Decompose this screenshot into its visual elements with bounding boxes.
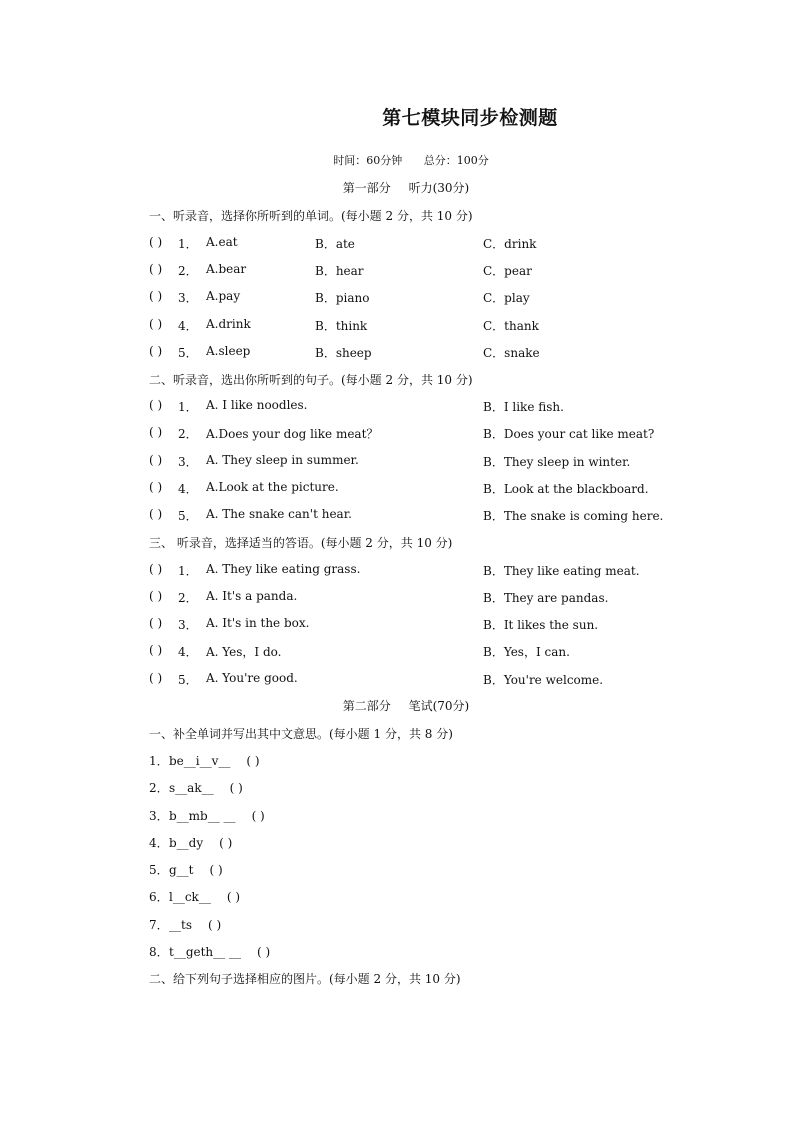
item-number: 3． [149,809,169,823]
option-b: B．They sleep in winter. [483,455,631,469]
word-blank: b__dy [169,836,204,850]
word-blank: s__ak__ [169,781,214,795]
section-heading: 二、给下列句子选择相应的图片。(每小题 2 分，共 10 分) [149,972,461,986]
answer-blank: ( ) [149,643,163,657]
part-one-heading [0,179,794,196]
answer-blank: ( ) [149,235,163,249]
option-b: B．think [315,319,368,333]
option-a: A.drink [206,317,251,331]
item-number: 2． [149,781,169,795]
part-two-heading [0,697,794,714]
fill-item [149,752,260,769]
answer-blank: ( ) [149,453,163,467]
section-heading: 一、听录音，选择你所听到的单词。(每小题 2 分，共 10 分) [149,209,473,223]
question-number: 5． [178,346,198,360]
part-one-desc: 听力(30分) [408,181,470,195]
answer-blank: ( ) [149,480,163,494]
question-number: 4． [178,482,198,496]
question-number: 1． [178,237,198,251]
word-blank: l__ck__ [169,890,211,904]
option-b: B．It likes the sun. [483,618,599,632]
option-a: A. They like eating grass. [206,562,361,576]
question-row [149,671,709,689]
question-row [149,344,709,362]
word-blank: t__geth__ __ [169,945,241,959]
option-a: A. The snake can't hear. [206,507,352,521]
part-one-name: 第一部分 [342,181,391,195]
option-a: A. I like noodles. [206,398,308,412]
answer-blank: ( ) [149,262,163,276]
option-b: B．piano [315,291,370,305]
question-number: 2． [178,591,198,605]
fill-item [149,861,223,878]
question-row [149,562,709,580]
meaning-blank: ( ) [256,945,271,959]
option-a: A.bear [206,262,247,276]
question-number: 1． [178,400,198,414]
option-b: B．ate [315,237,355,251]
option-b: B．They like eating meat. [483,564,640,578]
meaning-blank: ( ) [229,781,243,795]
question-row [149,398,709,416]
option-b: B．hear [315,264,364,278]
word-blank: be__i__v__ [169,754,231,768]
answer-blank: ( ) [149,425,163,439]
option-b: B．The snake is coming here. [483,509,664,523]
option-b: B．Yes，I can. [483,645,570,659]
question-number: 3． [178,455,198,469]
fill-item [149,916,221,933]
answer-blank: ( ) [149,616,163,630]
question-number: 3． [178,618,198,632]
option-a: A. You're good. [206,671,298,685]
option-b: B．I like fish. [483,400,564,414]
option-a: A. It's in the box. [206,616,310,630]
option-b: B．Look at the blackboard. [483,482,649,496]
fill-item [149,834,232,851]
question-number: 4． [178,645,198,659]
option-a: A.eat [206,235,238,249]
section-heading: 一、补全单词并写出其中文意思。(每小题 1 分，共 8 分) [149,727,453,741]
meaning-blank: ( ) [246,754,260,768]
question-row [149,616,709,634]
question-number: 2． [178,264,198,278]
option-c: C．pear [483,264,532,278]
answer-blank: ( ) [149,562,163,576]
section-heading: 二、听录音，选出你所听到的句子。(每小题 2 分，共 10 分) [149,373,473,387]
question-number: 1． [178,564,198,578]
question-row [149,507,709,525]
option-a: A.sleep [206,344,251,358]
question-row [149,425,709,443]
question-row [149,589,709,607]
fill-item [149,807,265,824]
item-number: 6． [149,890,169,904]
question-number: 5． [178,673,198,687]
option-a: A.Look at the picture. [206,480,339,494]
page-title: 第七模块同步检测题 [382,107,558,129]
item-number: 4． [149,836,169,850]
option-c: C．thank [483,319,539,333]
item-number: 1． [149,754,169,768]
word-blank: b__mb__ __ [169,809,236,823]
answer-blank: ( ) [149,398,163,412]
question-row [149,317,709,335]
answer-blank: ( ) [149,671,163,685]
option-a: A.Does your dog like meat？ [206,427,379,441]
option-a: A. Yes，I do. [206,645,282,659]
question-row [149,289,709,307]
word-blank: g__t [169,863,194,877]
total-score: 总分：100分 [423,154,489,167]
option-b: B．Does your cat like meat? [483,427,655,441]
option-b: B．They are pandas. [483,591,609,605]
answer-blank: ( ) [149,507,163,521]
option-c: C．snake [483,346,540,360]
answer-blank: ( ) [149,289,163,303]
option-a: A. It's a panda. [206,589,298,603]
question-number: 3． [178,291,198,305]
option-c: C．play [483,291,530,305]
option-a: A. They sleep in summer. [206,453,359,467]
exam-meta [0,152,794,168]
question-row [149,643,709,661]
time-limit: 时间：60分钟 [333,154,403,167]
question-row [149,453,709,471]
question-row [149,262,709,280]
option-c: C．drink [483,237,537,251]
question-number: 5． [178,509,198,523]
answer-blank: ( ) [149,317,163,331]
fill-item [149,888,240,905]
question-row [149,480,709,498]
part-two-desc: 笔试(70分) [408,699,470,713]
fill-item [149,943,270,960]
meaning-blank: ( ) [251,809,265,823]
answer-blank: ( ) [149,589,163,603]
item-number: 8． [149,945,169,959]
option-b: B．You're welcome. [483,673,604,687]
meaning-blank: ( ) [226,890,241,904]
section-heading: 三、 听录音，选择适当的答语。(每小题 2 分，共 10 分) [149,536,453,550]
word-blank: __ts [169,918,192,932]
option-a: A.pay [206,289,241,303]
fill-item [149,779,243,796]
meaning-blank: ( ) [207,918,222,932]
question-row [149,235,709,253]
answer-blank: ( ) [149,344,163,358]
item-number: 5． [149,863,169,877]
part-two-name: 第二部分 [342,699,391,713]
item-number: 7． [149,918,169,932]
meaning-blank: ( ) [209,863,223,877]
question-number: 2． [178,427,198,441]
meaning-blank: ( ) [219,836,233,850]
question-number: 4． [178,319,198,333]
option-b: B．sheep [315,346,372,360]
